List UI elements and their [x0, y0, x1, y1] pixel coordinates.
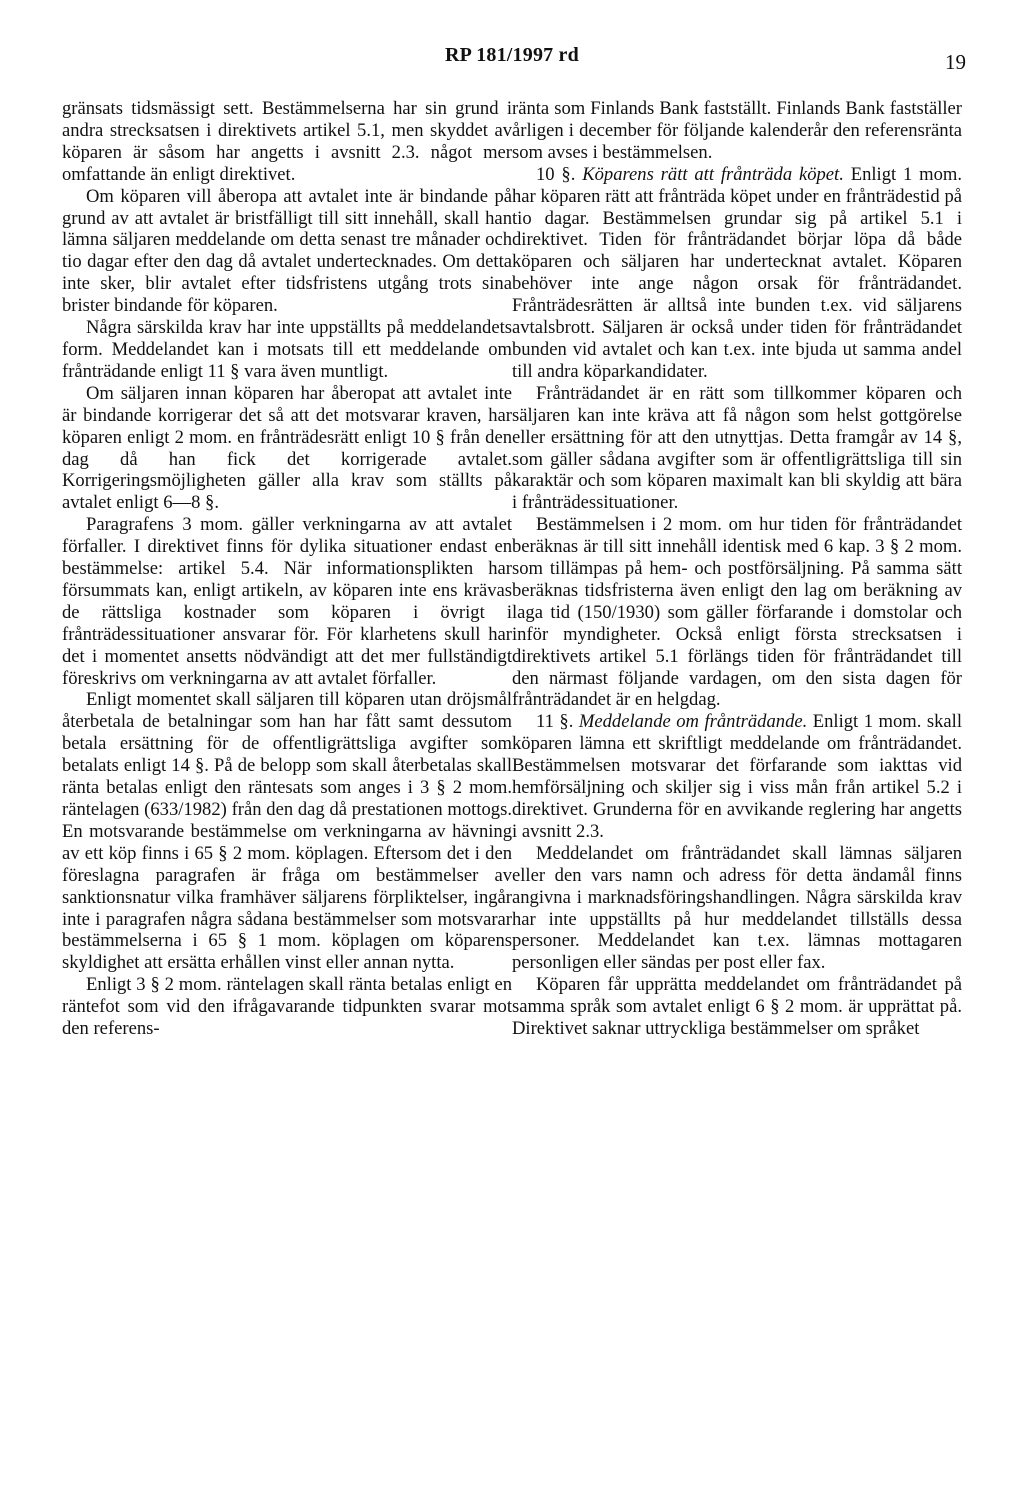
section-paragraph — [512, 164, 962, 383]
section-number: 11 §. — [536, 711, 574, 733]
paragraph: Meddelandet om frånträdandet skall lämnas säljaren eller den vars namn och adress för detta ändamål finns angivna i marknadsföringshandlingen. Några särskilda krav har inte uppställts på hur meddelandet tillställs dessa personer. Meddelandet kan t.ex. lämnas mottagaren personligen eller sändas per post eller fax. — [512, 842, 962, 974]
right-column — [512, 98, 962, 1040]
paragraph: Enligt 3 § 2 mom. räntelagen skall ränta betalas enligt en räntefot som vid den ifrågavarande tidpunkten svarar mot den referens- — [62, 974, 512, 1040]
paragraph: Bestämmelsen i 2 mom. om hur tiden för frånträdandet beräknas är till sitt innehåll identisk med 6 kap. 3 § 2 mom. som tillämpas på hem- och postförsäljning. På samma sätt beräknas tidsfristerna även enligt den lag om beräkning av laga tid (150/1930) som gäller förfarande i domstolar och inför myndigheter. Också enligt första strecksatsen i direktivets artikel 5.1 förlängs tiden för frånträdandet till den närmast följande vardagen, om den sista dagen för frånträdandet är en helgdag. — [512, 514, 962, 711]
left-column — [62, 98, 512, 1040]
section-text: Enligt 1 mom. skall köparen lämna ett skriftligt meddelande om frånträdandet. Bestämmelsen motsvarar det förfarande som iakttas vid hemförsäljning och skiljer sig i viss mån från artikel 5.2 i direktivet. Grunderna för en avvikande reglering har angetts i avsnitt 2.3. — [512, 711, 962, 842]
paragraph: Om säljaren innan köparen har åberopat att avtalet inte är bindande korrigerar det så att det motsvarar kraven, har köparen enligt 2 mom. en frånträdesrätt enligt 10 § från den dag då han fick det korrigerade avtalet. Korrigeringsmöjligheten gäller alla krav som ställts på avtalet enligt 6—8 §. — [62, 382, 512, 514]
paragraph: Köparen får upprätta meddelandet om frånträdandet på samma språk som avtalet enligt 6 § 2 mom. är upprättat på. Direktivet saknar uttryckliga bestämmelser om språket — [512, 974, 962, 1040]
section-paragraph — [512, 711, 962, 842]
page-number: 19 — [945, 50, 966, 74]
section-number: 10 §. — [536, 163, 576, 185]
paragraph: Om köparen vill åberopa att avtalet inte är bindande på grund av att avtalet är bristfälligt till sitt innehåll, skall han lämna säljaren meddelande om detta senast tre månader och tio dagar efter den dag då avtalet undertecknades. Om detta inte sker, blir avtalet efter tidsfristens utgång trots sina brister bindande för köparen. — [62, 185, 512, 317]
page-header — [0, 40, 1024, 80]
paragraph: Några särskilda krav har inte uppställts på meddelandets form. Meddelandet kan i motsats till ett meddelande om frånträdande enligt 11 § vara även muntligt. — [62, 317, 512, 382]
paragraph: gränsats tidsmässigt sett. Bestämmelserna har sin grund i andra strecksatsen i direktivets artikel 5.1, men skyddet av köparen är såsom har angetts i avsnitt 2.3. något mer omfattande än enligt direktivet. — [62, 98, 512, 185]
running-title: RP 181/1997 rd — [445, 44, 579, 66]
paragraph: ränta som Finlands Bank fastställt. Finlands Bank fastställer årligen i december för följande kalenderår den referensränta som avses i bestämmelsen. — [512, 98, 962, 163]
section-text: Enligt 1 mom. har köparen rätt att frånträda köpet under en frånträdestid på tio dagar. Bestämmelsen grundar sig på artikel 5.1 i direktivet. Tiden för frånträdandet börjar löpa då både köparen och säljaren har undertecknat avtalet. Köparen behöver inte ange någon orsak för frånträdandet. Frånträdesrätten är alltså inte bunden t.ex. vid säljarens avtalsbrott. Säljaren är också under tiden för frånträdandet bunden vid avtalet och kan t.ex. inte bjuda ut samma andel till andra köparkandidater. — [512, 163, 963, 382]
section-heading: Köparens rätt att frånträda köpet. — [582, 163, 844, 185]
paragraph: Enligt momentet skall säljaren till köparen utan dröjsmål återbetala de betalningar som han har fått samt dessutom betala ersättning för de offentligrättsliga avgifter som betalats enligt 14 §. På de belopp som skall återbetalas skall ränta betalas enligt den räntesats som anges i 3 § 2 mom. räntelagen (633/1982) från den dag då prestationen mottogs. En motsvarande bestämmelse om verkningarna av hävning av ett köp finns i 65 § 2 mom. köplagen. Eftersom det i den föreslagna paragrafen är fråga om bestämmelser av sanktionsnatur vilka framhäver säljarens förpliktelser, ingår inte i paragrafen några sådana bestämmelser som motsvarar bestämmelserna i 65 § 1 mom. köplagen om köparens skyldighet att ersätta erhållen vinst eller annan nytta. — [62, 689, 512, 974]
paragraph: Frånträdandet är en rätt som tillkommer köparen och säljaren kan inte kräva att få någon som helst gottgörelse eller ersättning för att den utnyttjas. Detta framgår av 14 §, som gäller sådana avgifter som är offentligrättsliga till sin karaktär och som köparen maximalt kan bli skyldig att bära i frånträdessituationer. — [512, 382, 962, 514]
section-heading: Meddelande om frånträdande. — [578, 711, 808, 733]
paragraph: Paragrafens 3 mom. gäller verkningarna av att avtalet förfaller. I direktivet finns för dylika situationer endast en bestämmelse: artikel 5.4. När informationsplikten har försummats kan, enligt artikeln, av köparen inte ens krävas de rättsliga kostnader som köparen i övrigt i frånträdessituationer ansvarar för. För klarhetens skull har det i momentet ansetts nödvändigt att det mer fullständigt föreskrivs om verkningarna av att avtalet förfaller. — [62, 514, 512, 689]
